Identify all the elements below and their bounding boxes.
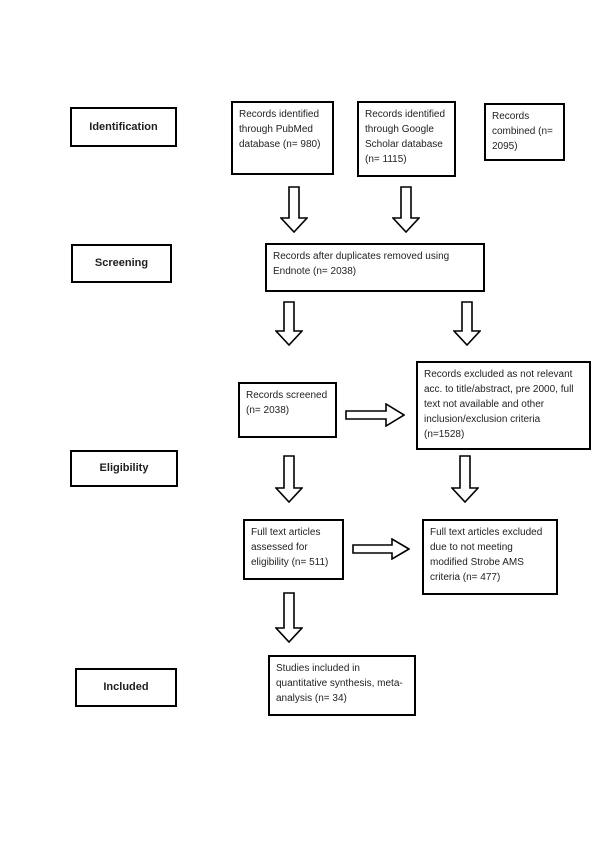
node-fulltext-excluded: Full text articles excluded due to not meeting modified Strobe AMS criteria (n= 477) bbox=[422, 519, 558, 595]
node-fulltext-assessed: Full text articles assessed for eligibility (n= 511) bbox=[243, 519, 344, 580]
stage-label-eligibility: Eligibility bbox=[70, 450, 178, 487]
down-arrow-icon bbox=[275, 455, 303, 503]
right-arrow-icon bbox=[352, 538, 410, 560]
stage-label-identification: Identification bbox=[70, 107, 177, 147]
down-arrow-icon bbox=[280, 186, 308, 233]
node-duplicates-removed: Records after duplicates removed using Endnote (n= 2038) bbox=[265, 243, 485, 292]
down-arrow-icon bbox=[275, 592, 303, 643]
node-records-combined: Records combined (n= 2095) bbox=[484, 103, 565, 161]
node-studies-included: Studies included in quantitative synthesis, meta-analysis (n= 34) bbox=[268, 655, 416, 716]
node-records-pubmed: Records identified through PubMed database (n= 980) bbox=[231, 101, 334, 175]
node-records-excluded-screening: Records excluded as not relevant acc. to title/abstract, pre 2000, full text not available and other inclusion/exclusion criteria (n=1528) bbox=[416, 361, 591, 450]
down-arrow-icon bbox=[392, 186, 420, 233]
right-arrow-icon bbox=[345, 403, 405, 427]
stage-label-screening: Screening bbox=[71, 244, 172, 283]
down-arrow-icon bbox=[451, 455, 479, 503]
down-arrow-icon bbox=[275, 301, 303, 346]
node-records-google-scholar: Records identified through Google Scholar database (n= 1115) bbox=[357, 101, 456, 177]
node-records-screened: Records screened (n= 2038) bbox=[238, 382, 337, 438]
down-arrow-icon bbox=[453, 301, 481, 346]
stage-label-included: Included bbox=[75, 668, 177, 707]
